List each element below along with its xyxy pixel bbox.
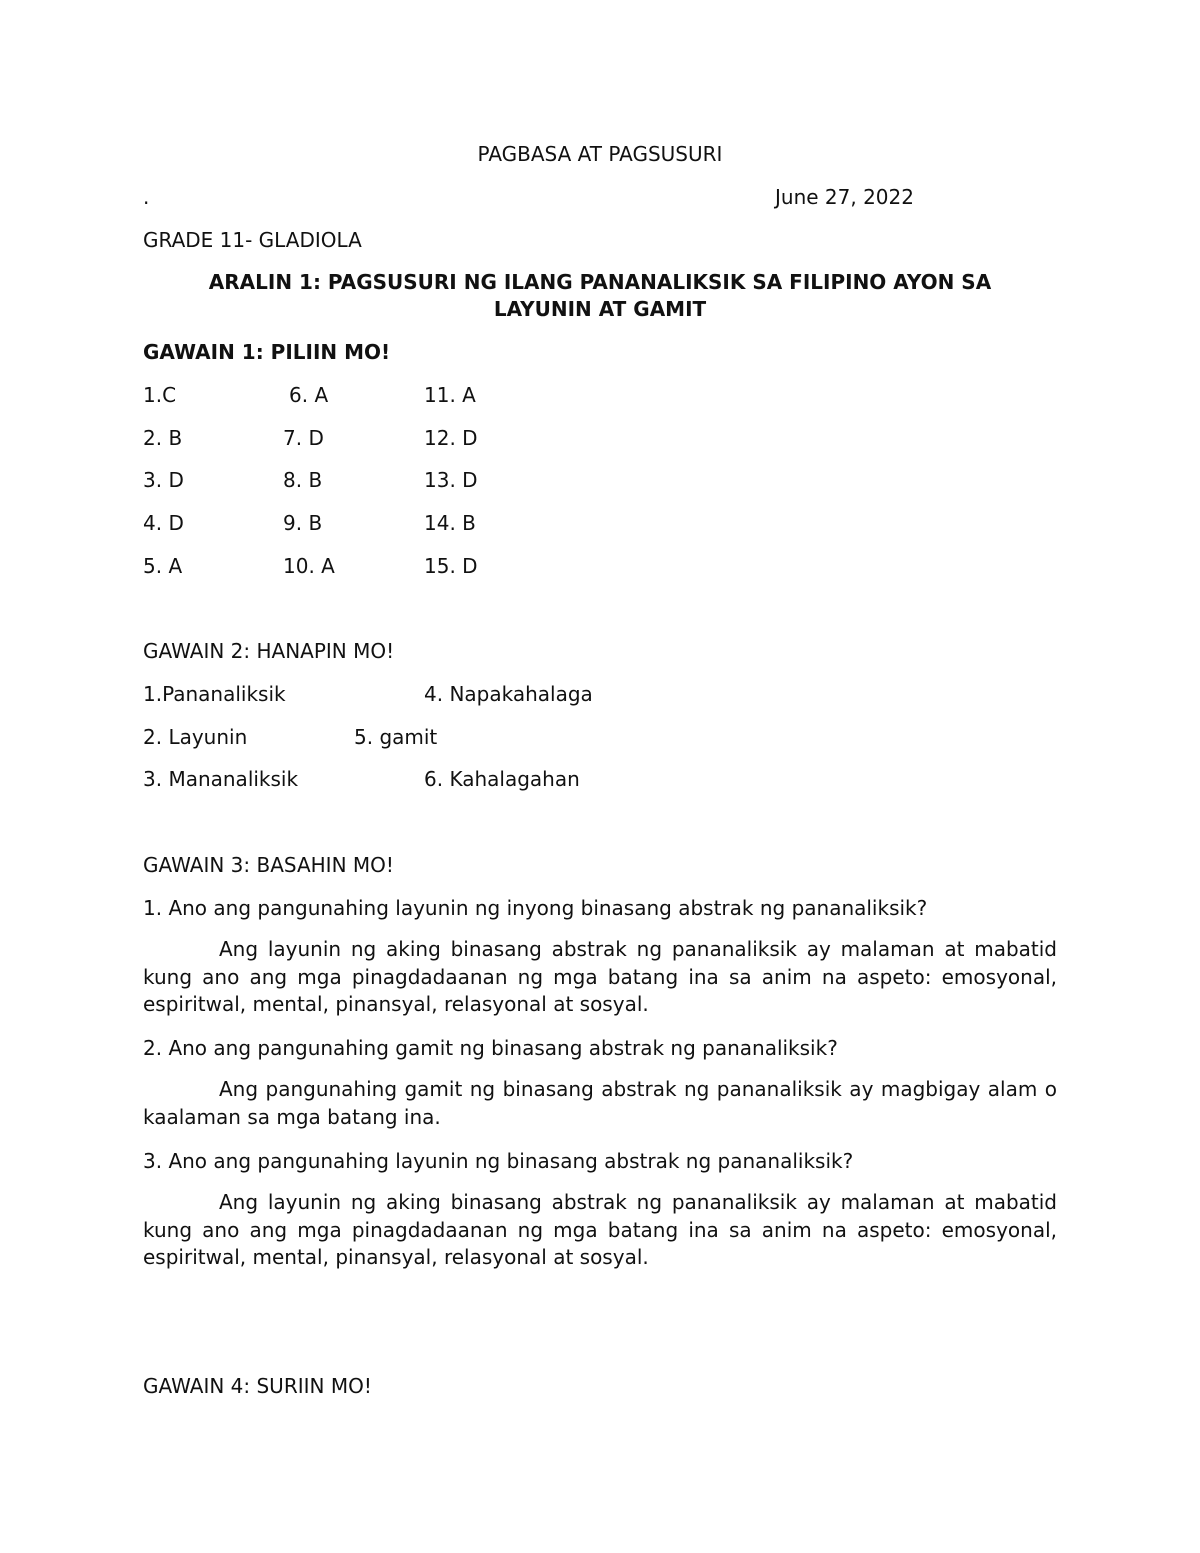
question-3: 3. Ano ang pangunahing layunin ng binasang abstrak ng pananaliksik? [143, 1149, 854, 1173]
document-date: June 27, 2022 [775, 185, 914, 209]
gawain-4-heading: GAWAIN 4: SURIIN MO! [143, 1374, 372, 1398]
answer-item: 8. B [283, 468, 323, 492]
term-item: 2. Layunin [143, 725, 248, 749]
gawain-1-heading: GAWAIN 1: PILIIN MO! [143, 340, 391, 364]
answer-item: 12. D [424, 426, 478, 450]
answer-2: Ang pangunahing gamit ng binasang abstrak ng pananaliksik ay magbigay alam o kaalaman sa mga batang ina. [143, 1077, 1057, 1129]
answer-item: 7. D [283, 426, 324, 450]
answer-1: Ang layunin ng aking binasang abstrak ng pananaliksik ay malaman at mabatid kung ano ang mga pinagdadaanan ng mga batang ina sa anim na aspeto: emosyonal, espiritwal, mental, pinansyal, relasyonal at sosyal. [143, 937, 1057, 1016]
lesson-title-line-2: LAYUNIN AT GAMIT [493, 297, 707, 321]
question-2: 2. Ano ang pangunahing gamit ng binasang abstrak ng pananaliksik? [143, 1036, 838, 1060]
answer-item: 6. A [289, 383, 329, 407]
dot-marker: . [143, 185, 150, 209]
term-item: 4. Napakahalaga [424, 682, 593, 706]
answer-item: 14. B [424, 511, 476, 535]
term-item: 3. Mananaliksik [143, 767, 299, 791]
question-1: 1. Ano ang pangunahing layunin ng inyong binasang abstrak ng pananaliksik? [143, 896, 928, 920]
term-item: 5. gamit [354, 725, 438, 749]
answer-item: 13. D [424, 468, 478, 492]
answer-item: 3. D [143, 468, 184, 492]
document-title: PAGBASA AT PAGSUSURI [477, 142, 723, 166]
gawain-2-heading: GAWAIN 2: HANAPIN MO! [143, 639, 395, 663]
grade-section: GRADE 11- GLADIOLA [143, 228, 362, 252]
answer-item: 1.C [143, 383, 177, 407]
answer-3: Ang layunin ng aking binasang abstrak ng pananaliksik ay malaman at mabatid kung ano ang mga pinagdadaanan ng mga batang ina sa anim na aspeto: emosyonal, espiritwal, mental, pinansyal, relasyonal at sosyal. [143, 1190, 1057, 1269]
gawain-3-heading: GAWAIN 3: BASAHIN MO! [143, 853, 394, 877]
answer-item: 15. D [424, 554, 478, 578]
answer-item: 5. A [143, 554, 183, 578]
answer-item: 9. B [283, 511, 323, 535]
term-item: 1.Pananaliksik [143, 682, 286, 706]
answer-item: 4. D [143, 511, 184, 535]
lesson-title-line-1: ARALIN 1: PAGSUSURI NG ILANG PANANALIKSIK SA FILIPINO AYON SA [208, 270, 992, 294]
answer-item: 10. A [283, 554, 335, 578]
term-item: 6. Kahalagahan [424, 767, 580, 791]
answer-item: 2. B [143, 426, 183, 450]
answer-item: 11. A [424, 383, 476, 407]
